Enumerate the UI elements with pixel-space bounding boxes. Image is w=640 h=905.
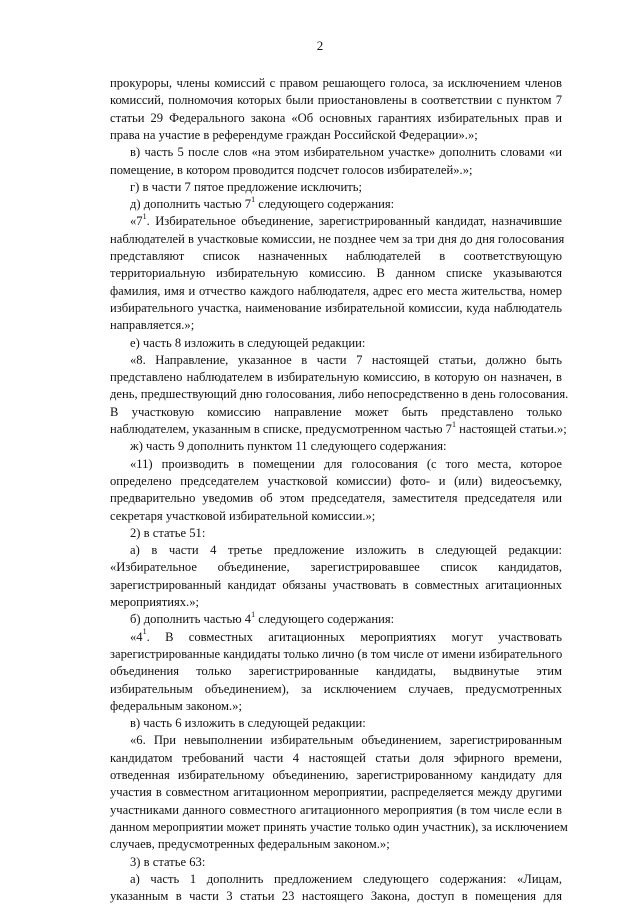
text-line bbox=[130, 629, 562, 645]
text-line: а) в части 4 третье предложение изложить в следующей редакции: bbox=[130, 543, 562, 558]
text-line: 2) в статье 51: bbox=[130, 525, 206, 540]
text-segment: д) дополнить частью 7 bbox=[130, 197, 252, 212]
text-segment: следующего содержания: bbox=[255, 612, 395, 627]
text-line: зарегистрированные кандидаты только лично (в том числе от имени избирательного bbox=[110, 646, 563, 661]
text-line: направляется.»; bbox=[110, 318, 195, 333]
text-segment: . В совместных агитационных мероприятиях могут участвовать bbox=[146, 629, 562, 644]
text-line: случаев, предусмотренных федеральным законом.»; bbox=[110, 837, 390, 852]
text-line: кандидатом требований части 4 настоящей статьи доля эфирного времени, bbox=[110, 750, 562, 765]
text-line bbox=[130, 611, 562, 627]
page-number: 2 bbox=[316, 38, 324, 53]
text-segment: наблюдателем, указанным в списке, предусмотренном частью 7 bbox=[110, 422, 452, 436]
text-line: определено председателем участковой комиссии) фото- и (или) видеосъемку, bbox=[110, 473, 562, 488]
text-line: день, предшествующий дню голосования, либо непосредственно в день голосования. bbox=[110, 387, 569, 402]
text-line: г) в части 7 пятое предложение исключить; bbox=[130, 179, 362, 194]
text-line: зарегистрированный кандидат обязаны участвовать в совместных агитационных bbox=[110, 577, 562, 592]
text-line: фамилия, имя и отчество каждого наблюдателя, адрес его места жительства, номер bbox=[110, 283, 562, 298]
text-line: в) часть 5 после слов «на этом избирательном участке» дополнить словами «и bbox=[130, 145, 562, 160]
text-line: указанным в части 3 статьи 23 настоящего Закона, доступ в помещения для bbox=[110, 889, 562, 904]
text-line: мероприятиях.»; bbox=[110, 595, 199, 609]
text-segment: «4 bbox=[130, 629, 143, 644]
text-line: 3) в статье 63: bbox=[130, 854, 206, 869]
text-line: «Избирательное объединение, зарегистрировавшее список кандидатов, bbox=[110, 560, 562, 575]
text-line: наблюдателей в участковые комиссии, не позднее чем за три дня до дня голосования bbox=[110, 231, 565, 246]
text-line: комиссий, полномочия которых были приостановлены в соответствии с пунктом 7 bbox=[110, 93, 562, 108]
text-line: в) часть 6 изложить в следующей редакции: bbox=[130, 716, 366, 731]
text-line bbox=[130, 196, 562, 212]
text-line: участия в совместном агитационном мероприятии, распределяется между другими bbox=[110, 785, 562, 800]
text-line: данном мероприятии может принять участие только один участник), за исключением bbox=[110, 819, 568, 834]
text-line: статьи 29 Федерального закона «Об основных гарантиях избирательных прав и bbox=[110, 110, 562, 125]
text-line: представляют список назначенных наблюдателей в соответствующую bbox=[110, 249, 562, 263]
text-line: е) часть 8 изложить в следующей редакции: bbox=[130, 335, 366, 350]
text-segment: «7 bbox=[130, 214, 143, 229]
superscript: 1 bbox=[142, 212, 147, 222]
text-line: предварительно уведомив об этом председателя, заместителя председателя или bbox=[110, 491, 562, 506]
text-line: а) часть 1 дополнить предложением следующего содержания: «Лицам, bbox=[130, 871, 562, 886]
text-segment: б) дополнить частью 4 bbox=[130, 612, 252, 627]
text-line: представлено наблюдателем в избирательную комиссию, в которую он назначен, в bbox=[110, 370, 562, 385]
text-line bbox=[130, 213, 562, 229]
text-line: ж) часть 9 дополнить пунктом 11 следующего содержания: bbox=[130, 439, 447, 454]
text-line: прокуроры, члены комиссий с правом решающего голоса, за исключением членов bbox=[110, 76, 562, 90]
text-line: «11) производить в помещении для голосования (с того места, которое bbox=[130, 456, 562, 471]
text-line: «6. При невыполнении избирательным объединением, зарегистрированным bbox=[130, 733, 562, 748]
text-line: В участковую комиссию направление может быть представлено только bbox=[110, 404, 562, 419]
superscript: 1 bbox=[251, 194, 256, 204]
text-segment: следующего содержания: bbox=[255, 197, 395, 212]
text-segment: настоящей статьи.»; bbox=[455, 422, 567, 436]
text-line: секретаря участковой избирательной комиссии.»; bbox=[110, 508, 376, 523]
text-line: участниками данного совместного агитационного мероприятия (в том числе если в bbox=[110, 802, 562, 817]
text-line: отведенная избирательному объединению, зарегистрированному кандидату для bbox=[110, 768, 562, 782]
superscript: 1 bbox=[142, 627, 147, 637]
text-line: избирательного участка, наименование избирательной комиссии, куда наблюдатель bbox=[110, 300, 562, 315]
text-line: права на участие в референдуме граждан Российской Федерации».»; bbox=[110, 127, 478, 142]
text-line: «8. Направление, указанное в части 7 настоящей статьи, должно быть bbox=[130, 352, 562, 367]
text-segment: . Избирательное объединение, зарегистрированный кандидат, назначившие bbox=[146, 214, 562, 229]
text-line bbox=[110, 419, 567, 437]
text-line: территориальную избирательную комиссию. В данном списке указываются bbox=[110, 266, 562, 281]
superscript: 1 bbox=[451, 419, 456, 429]
text-line: помещение, в котором проводится подсчет голосов избирателей».»; bbox=[110, 162, 473, 177]
superscript: 1 bbox=[251, 610, 256, 620]
text-line: объединения только зарегистрированные кандидаты, выдвинутые этим bbox=[110, 664, 562, 679]
text-line: избирательным объединением), за исключением случаев, предусмотренных bbox=[110, 681, 562, 696]
text-line: федеральным законом.»; bbox=[110, 698, 242, 713]
